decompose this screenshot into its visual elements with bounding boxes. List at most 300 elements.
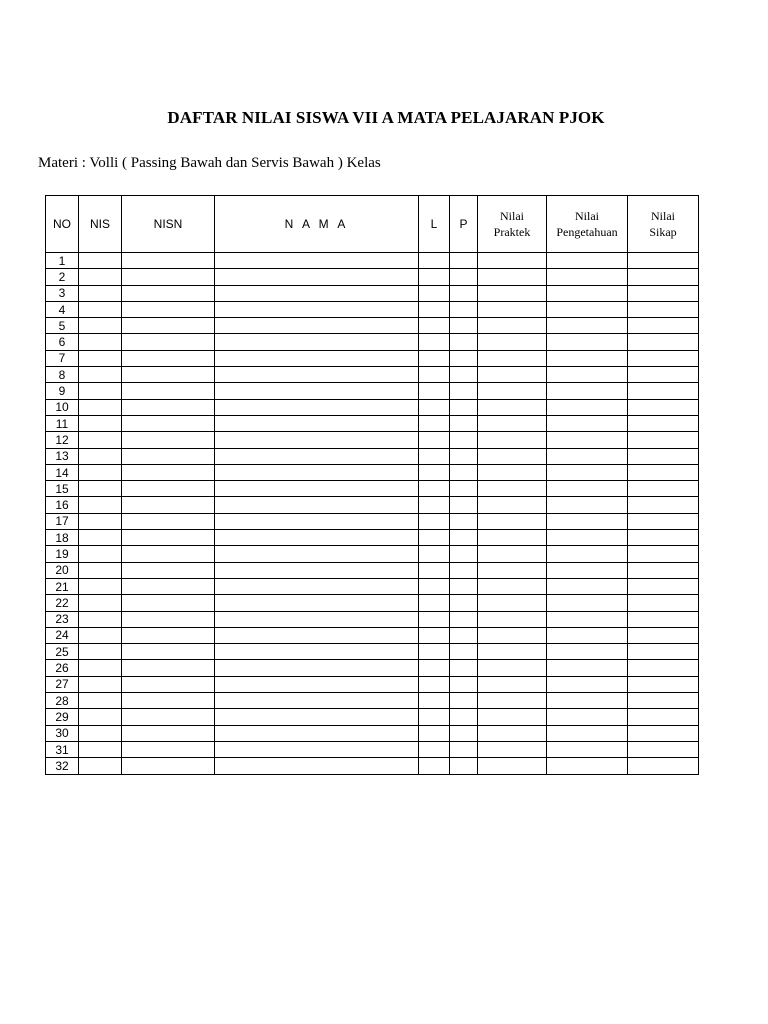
nisn-cell: [122, 546, 215, 562]
nis-cell: [79, 725, 122, 741]
table-row: [46, 334, 699, 350]
p-cell: [450, 644, 478, 660]
praktek-cell: [478, 318, 547, 334]
nisn-cell: [122, 725, 215, 741]
no-cell: 11: [46, 415, 79, 431]
no-cell: 27: [46, 676, 79, 692]
nis-cell: [79, 350, 122, 366]
table-row: [46, 562, 699, 578]
pengetahuan-cell: [547, 644, 628, 660]
nama-cell: [215, 269, 419, 285]
nis-cell: [79, 578, 122, 594]
l-cell: [419, 562, 450, 578]
nis-cell: [79, 448, 122, 464]
praktek-cell: [478, 253, 547, 269]
nisn-cell: [122, 627, 215, 643]
l-cell: [419, 741, 450, 757]
header-nilai-pengetahuan: [547, 196, 628, 253]
sikap-cell: [628, 415, 699, 431]
nisn-cell: [122, 285, 215, 301]
no-cell: 15: [46, 481, 79, 497]
sikap-cell: [628, 448, 699, 464]
p-cell: [450, 432, 478, 448]
nama-cell: [215, 709, 419, 725]
sikap-cell: [628, 627, 699, 643]
praktek-cell: [478, 301, 547, 317]
sikap-cell: [628, 334, 699, 350]
p-cell: [450, 595, 478, 611]
p-cell: [450, 546, 478, 562]
no-cell: 12: [46, 432, 79, 448]
praktek-cell: [478, 350, 547, 366]
praktek-cell: [478, 627, 547, 643]
nama-cell: [215, 513, 419, 529]
p-cell: [450, 578, 478, 594]
table-row: [46, 415, 699, 431]
sikap-cell: [628, 318, 699, 334]
grades-table: [45, 195, 699, 775]
praktek-cell: [478, 530, 547, 546]
praktek-cell: [478, 644, 547, 660]
nisn-cell: [122, 334, 215, 350]
nisn-cell: [122, 644, 215, 660]
pengetahuan-cell: [547, 432, 628, 448]
sikap-cell: [628, 709, 699, 725]
nama-cell: [215, 562, 419, 578]
p-cell: [450, 741, 478, 757]
sikap-cell: [628, 253, 699, 269]
no-cell: 20: [46, 562, 79, 578]
praktek-cell: [478, 595, 547, 611]
nisn-cell: [122, 497, 215, 513]
pengetahuan-cell: [547, 350, 628, 366]
nis-cell: [79, 464, 122, 480]
p-cell: [450, 448, 478, 464]
nama-cell: [215, 497, 419, 513]
nisn-cell: [122, 464, 215, 480]
pengetahuan-cell: [547, 611, 628, 627]
document-title: DAFTAR NILAI SISWA VII A MATA PELAJARAN PJOK: [167, 108, 605, 127]
nis-cell: [79, 611, 122, 627]
praktek-cell: [478, 497, 547, 513]
no-cell: 4: [46, 301, 79, 317]
p-cell: [450, 350, 478, 366]
nis-cell: [79, 758, 122, 774]
nama-cell: [215, 383, 419, 399]
sikap-cell: [628, 578, 699, 594]
nis-cell: [79, 676, 122, 692]
nisn-cell: [122, 269, 215, 285]
nis-cell: [79, 627, 122, 643]
l-cell: [419, 627, 450, 643]
p-cell: [450, 481, 478, 497]
no-cell: 26: [46, 660, 79, 676]
no-cell: 32: [46, 758, 79, 774]
l-cell: [419, 676, 450, 692]
nama-cell: [215, 285, 419, 301]
table-row: [46, 301, 699, 317]
praktek-cell: [478, 432, 547, 448]
nis-cell: [79, 513, 122, 529]
nisn-cell: [122, 758, 215, 774]
sikap-cell: [628, 546, 699, 562]
table-row: [46, 513, 699, 529]
p-cell: [450, 285, 478, 301]
table-row: [46, 350, 699, 366]
sikap-cell: [628, 611, 699, 627]
praktek-cell: [478, 578, 547, 594]
no-cell: 24: [46, 627, 79, 643]
table-row: [46, 432, 699, 448]
header-nilai-sikap: [628, 196, 699, 253]
praktek-cell: [478, 758, 547, 774]
no-cell: 29: [46, 709, 79, 725]
nisn-cell: [122, 253, 215, 269]
praktek-cell: [478, 725, 547, 741]
pengetahuan-cell: [547, 285, 628, 301]
no-cell: 25: [46, 644, 79, 660]
nisn-cell: [122, 660, 215, 676]
pengetahuan-cell: [547, 481, 628, 497]
nama-cell: [215, 334, 419, 350]
table-row: [46, 530, 699, 546]
sikap-cell: [628, 693, 699, 709]
no-cell: 7: [46, 350, 79, 366]
nis-cell: [79, 269, 122, 285]
nisn-cell: [122, 350, 215, 366]
nis-cell: [79, 660, 122, 676]
p-cell: [450, 318, 478, 334]
header-l: L: [419, 196, 450, 253]
pengetahuan-cell: [547, 448, 628, 464]
table-row: [46, 725, 699, 741]
pengetahuan-cell: [547, 497, 628, 513]
p-cell: [450, 611, 478, 627]
nama-cell: [215, 758, 419, 774]
table-row: [46, 318, 699, 334]
nama-cell: [215, 350, 419, 366]
pengetahuan-cell: [547, 464, 628, 480]
nis-cell: [79, 367, 122, 383]
l-cell: [419, 644, 450, 660]
p-cell: [450, 269, 478, 285]
header-nilai-praktek-line2: Praktek: [493, 225, 531, 239]
header-nilai-pengetahuan-line2: Pengetahuan: [556, 225, 618, 239]
praktek-cell: [478, 562, 547, 578]
p-cell: [450, 660, 478, 676]
nisn-cell: [122, 448, 215, 464]
no-cell: 22: [46, 595, 79, 611]
nama-cell: [215, 399, 419, 415]
sikap-cell: [628, 383, 699, 399]
header-nilai-sikap-line2: Sikap: [649, 225, 677, 239]
l-cell: [419, 725, 450, 741]
no-cell: 19: [46, 546, 79, 562]
nama-cell: [215, 464, 419, 480]
table-row: [46, 595, 699, 611]
header-no: NO: [46, 196, 79, 253]
l-cell: [419, 432, 450, 448]
praktek-cell: [478, 415, 547, 431]
nama-cell: [215, 725, 419, 741]
l-cell: [419, 546, 450, 562]
nisn-cell: [122, 481, 215, 497]
pengetahuan-cell: [547, 693, 628, 709]
grades-table-body: [46, 253, 699, 775]
nama-cell: [215, 546, 419, 562]
nama-cell: [215, 660, 419, 676]
l-cell: [419, 301, 450, 317]
pengetahuan-cell: [547, 383, 628, 399]
no-cell: 10: [46, 399, 79, 415]
l-cell: [419, 660, 450, 676]
nisn-cell: [122, 318, 215, 334]
pengetahuan-cell: [547, 758, 628, 774]
nama-cell: [215, 253, 419, 269]
l-cell: [419, 530, 450, 546]
header-nisn: NISN: [122, 196, 215, 253]
nama-cell: [215, 627, 419, 643]
no-cell: 17: [46, 513, 79, 529]
pengetahuan-cell: [547, 513, 628, 529]
no-cell: 3: [46, 285, 79, 301]
nis-cell: [79, 481, 122, 497]
sikap-cell: [628, 432, 699, 448]
praktek-cell: [478, 513, 547, 529]
sikap-cell: [628, 741, 699, 757]
p-cell: [450, 383, 478, 399]
nisn-cell: [122, 415, 215, 431]
p-cell: [450, 399, 478, 415]
nama-cell: [215, 415, 419, 431]
nis-cell: [79, 399, 122, 415]
p-cell: [450, 513, 478, 529]
l-cell: [419, 415, 450, 431]
praktek-cell: [478, 334, 547, 350]
nis-cell: [79, 415, 122, 431]
p-cell: [450, 709, 478, 725]
pengetahuan-cell: [547, 709, 628, 725]
no-cell: 18: [46, 530, 79, 546]
nisn-cell: [122, 709, 215, 725]
table-row: [46, 709, 699, 725]
no-cell: 8: [46, 367, 79, 383]
nisn-cell: [122, 513, 215, 529]
nisn-cell: [122, 595, 215, 611]
no-cell: 13: [46, 448, 79, 464]
l-cell: [419, 383, 450, 399]
sikap-cell: [628, 350, 699, 366]
table-row: [46, 285, 699, 301]
pengetahuan-cell: [547, 253, 628, 269]
p-cell: [450, 725, 478, 741]
praktek-cell: [478, 611, 547, 627]
nama-cell: [215, 595, 419, 611]
header-nama: N A M A: [215, 196, 419, 253]
no-cell: 30: [46, 725, 79, 741]
nis-cell: [79, 709, 122, 725]
praktek-cell: [478, 693, 547, 709]
nis-cell: [79, 253, 122, 269]
sikap-cell: [628, 399, 699, 415]
no-cell: 1: [46, 253, 79, 269]
p-cell: [450, 415, 478, 431]
sikap-cell: [628, 758, 699, 774]
praktek-cell: [478, 709, 547, 725]
nis-cell: [79, 497, 122, 513]
table-row: [46, 611, 699, 627]
nis-cell: [79, 693, 122, 709]
p-cell: [450, 530, 478, 546]
p-cell: [450, 693, 478, 709]
nisn-cell: [122, 676, 215, 692]
praktek-cell: [478, 383, 547, 399]
praktek-cell: [478, 367, 547, 383]
nama-cell: [215, 578, 419, 594]
table-row: [46, 644, 699, 660]
table-row: [46, 383, 699, 399]
nis-cell: [79, 741, 122, 757]
no-cell: 28: [46, 693, 79, 709]
nama-cell: [215, 448, 419, 464]
praktek-cell: [478, 660, 547, 676]
praktek-cell: [478, 741, 547, 757]
pengetahuan-cell: [547, 627, 628, 643]
pengetahuan-cell: [547, 578, 628, 594]
nis-cell: [79, 530, 122, 546]
p-cell: [450, 758, 478, 774]
p-cell: [450, 627, 478, 643]
l-cell: [419, 285, 450, 301]
l-cell: [419, 448, 450, 464]
p-cell: [450, 334, 478, 350]
p-cell: [450, 367, 478, 383]
sikap-cell: [628, 644, 699, 660]
pengetahuan-cell: [547, 546, 628, 562]
pengetahuan-cell: [547, 318, 628, 334]
table-row: [46, 464, 699, 480]
pengetahuan-cell: [547, 595, 628, 611]
table-row: [46, 253, 699, 269]
l-cell: [419, 350, 450, 366]
nisn-cell: [122, 383, 215, 399]
p-cell: [450, 562, 478, 578]
pengetahuan-cell: [547, 562, 628, 578]
table-row: [46, 758, 699, 774]
pengetahuan-cell: [547, 334, 628, 350]
pengetahuan-cell: [547, 660, 628, 676]
l-cell: [419, 758, 450, 774]
p-cell: [450, 253, 478, 269]
table-row: [46, 497, 699, 513]
praktek-cell: [478, 676, 547, 692]
nis-cell: [79, 334, 122, 350]
nis-cell: [79, 383, 122, 399]
nama-cell: [215, 741, 419, 757]
l-cell: [419, 399, 450, 415]
nama-cell: [215, 301, 419, 317]
table-row: [46, 741, 699, 757]
header-nilai-sikap-line1: Nilai: [651, 209, 675, 223]
document-subtitle: Materi : Volli ( Passing Bawah dan Servis Bawah ) Kelas: [38, 155, 381, 171]
sikap-cell: [628, 269, 699, 285]
praktek-cell: [478, 448, 547, 464]
nis-cell: [79, 595, 122, 611]
nama-cell: [215, 611, 419, 627]
table-row: [46, 660, 699, 676]
header-nilai-praktek: [478, 196, 547, 253]
sikap-cell: [628, 562, 699, 578]
nisn-cell: [122, 399, 215, 415]
l-cell: [419, 497, 450, 513]
nis-cell: [79, 432, 122, 448]
pengetahuan-cell: [547, 301, 628, 317]
l-cell: [419, 578, 450, 594]
nisn-cell: [122, 530, 215, 546]
no-cell: 9: [46, 383, 79, 399]
nama-cell: [215, 481, 419, 497]
table-header-row: [46, 196, 699, 253]
sikap-cell: [628, 595, 699, 611]
pengetahuan-cell: [547, 741, 628, 757]
nama-cell: [215, 676, 419, 692]
no-cell: 31: [46, 741, 79, 757]
table-row: [46, 627, 699, 643]
table-row: [46, 481, 699, 497]
pengetahuan-cell: [547, 269, 628, 285]
sikap-cell: [628, 676, 699, 692]
sikap-cell: [628, 513, 699, 529]
nama-cell: [215, 693, 419, 709]
sikap-cell: [628, 660, 699, 676]
l-cell: [419, 318, 450, 334]
sikap-cell: [628, 530, 699, 546]
sikap-cell: [628, 367, 699, 383]
nis-cell: [79, 301, 122, 317]
p-cell: [450, 301, 478, 317]
sikap-cell: [628, 725, 699, 741]
nisn-cell: [122, 611, 215, 627]
praktek-cell: [478, 285, 547, 301]
sikap-cell: [628, 464, 699, 480]
no-cell: 16: [46, 497, 79, 513]
no-cell: 14: [46, 464, 79, 480]
nis-cell: [79, 285, 122, 301]
sikap-cell: [628, 285, 699, 301]
nisn-cell: [122, 741, 215, 757]
pengetahuan-cell: [547, 676, 628, 692]
sikap-cell: [628, 497, 699, 513]
p-cell: [450, 497, 478, 513]
p-cell: [450, 464, 478, 480]
praktek-cell: [478, 481, 547, 497]
nama-cell: [215, 644, 419, 660]
pengetahuan-cell: [547, 530, 628, 546]
praktek-cell: [478, 399, 547, 415]
nis-cell: [79, 562, 122, 578]
praktek-cell: [478, 546, 547, 562]
no-cell: 6: [46, 334, 79, 350]
nis-cell: [79, 546, 122, 562]
pengetahuan-cell: [547, 415, 628, 431]
l-cell: [419, 253, 450, 269]
l-cell: [419, 464, 450, 480]
no-cell: 2: [46, 269, 79, 285]
nisn-cell: [122, 301, 215, 317]
header-p: P: [450, 196, 478, 253]
nis-cell: [79, 318, 122, 334]
nisn-cell: [122, 693, 215, 709]
